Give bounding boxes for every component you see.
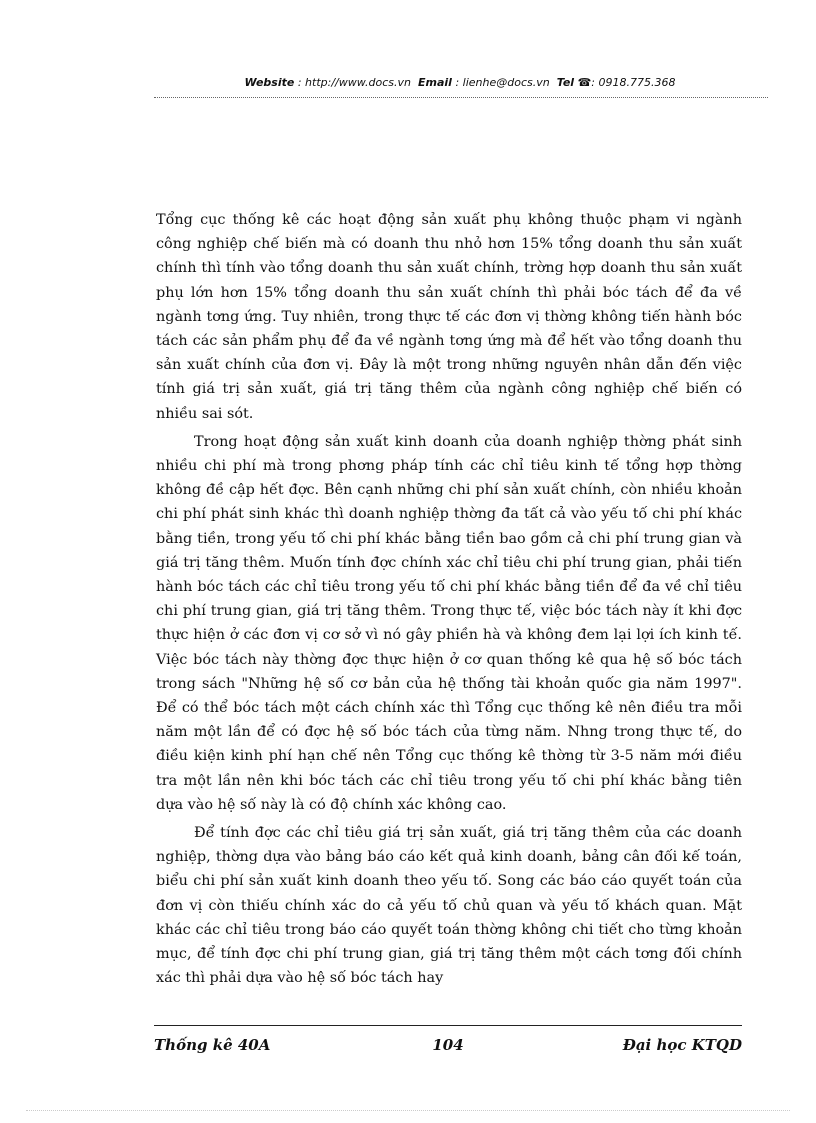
- tel-value: : 0918.775.368: [591, 76, 676, 89]
- paragraph-3: Để tính đợc các chỉ tiêu giá trị sản xuất, giá trị tăng thêm của các doanh nghiệp, thờng dựa vào bảng báo cáo kết quả kinh doanh, bảng cân đối kế toán, biểu chi phí sản xuất kinh doanh theo yếu tố. Song các báo cáo quyết toán của đơn vị còn thiếu chính xác do cả yếu tố chủ quan và yếu tố khách quan. Mặt khác các chỉ tiêu trong báo cáo quyết toán thờng không chi tiết cho từng khoản mục, để tính đợc chi phí trung gian, giá trị tăng thêm một cách tơng đối chính xác thì phải dựa vào hệ số bóc tách hay: [156, 825, 742, 987]
- body-text: [156, 208, 742, 991]
- paragraph-2: Trong hoạt động sản xuất kinh doanh của doanh nghiệp thờng phát sinh nhiều chi phí mà trong phơng pháp tính các chỉ tiêu kinh tế tổng hợp thờng không đề cập hết đợc. Bên cạnh những chi phí sản xuất chính, còn nhiều khoản chi phí phát sinh khác thì doanh nghiệp thờng đa tất cả vào yếu tố chi phí khác bằng tiền, trong yếu tố chi phí khác bằng tiền bao gồm cả chi phí trung gian và giá trị tăng thêm. Muốn tính đợc chính xác chỉ tiêu chi phí trung gian, phải tiến hành bóc tách các chỉ tiêu trong yếu tố chi phí khác bằng tiền để đa về chỉ tiêu chi phí trung gian, giá trị tăng thêm. Trong thực tế, việc bóc tách này ít khi đợc thực hiện ở các đơn vị cơ sở vì nó gây phiền hà và không đem lại lợi ích kinh tế. Việc bóc tách này thờng đợc thực hiện ở cơ quan thống kê qua hệ số bóc tách trong sách "Những hệ số cơ bản của hệ thống tài khoản quốc gia năm 1997". Để có thể bóc tách một cách chính xác thì Tổng cục thống kê nên điều tra mỗi năm một lần để có đợc hệ số bóc tách của từng năm. Nhng trong thực tế, do điều kiện kinh phí hạn chế nên Tổng cục thống kê thờng từ 3-5 năm mới điều tra một lần nên khi bóc tách các chỉ tiêu trong yếu tố chi phí khác bằng tiên dựa vào hệ số này là có độ chính xác không cao.: [156, 433, 742, 813]
- page-footer: [154, 1036, 742, 1060]
- footer-course: Thống kê 40A: [154, 1036, 271, 1054]
- page-number: 104: [432, 1036, 464, 1054]
- website-label: Website: [244, 76, 295, 89]
- bottom-border: [26, 1110, 790, 1111]
- email-label: Email: [418, 76, 452, 89]
- email-value: : lienhe@docs.vn: [455, 76, 550, 89]
- footer-university: Đại học KTQD: [622, 1036, 742, 1054]
- page-header: [150, 76, 770, 89]
- paragraph-1: Tổng cục thống kê các hoạt động sản xuất phụ không thuộc phạm vi ngành công nghiệp chế biến mà có doanh thu nhỏ hơn 15% tổng doanh thu sản xuất chính thì tính vào tổng doanh thu sản xuất chính, trờng hợp doanh thu sản xuất phụ lớn hơn 15% tổng doanh thu sản xuất chính thì phải bóc tách để đa về ngành tơng ứng. Tuy nhiên, trong thực tế các đơn vị thờng không tiến hành bóc tách các sản phẩm phụ để đa về ngành tơng ứng mà để hết vào tổng doanh thu sản xuất chính của đơn vị. Đây là một trong những nguyên nhân dẫn đến việc tính giá trị sản xuất, giá trị tăng thêm của ngành công nghiệp chế biến có nhiều sai sót.: [156, 212, 742, 422]
- tel-label: Tel: [556, 76, 575, 89]
- footer-divider: [154, 1025, 742, 1026]
- website-value: : http://www.docs.vn: [297, 76, 412, 89]
- header-divider: [154, 97, 768, 98]
- phone-icon: ☎: [577, 76, 592, 89]
